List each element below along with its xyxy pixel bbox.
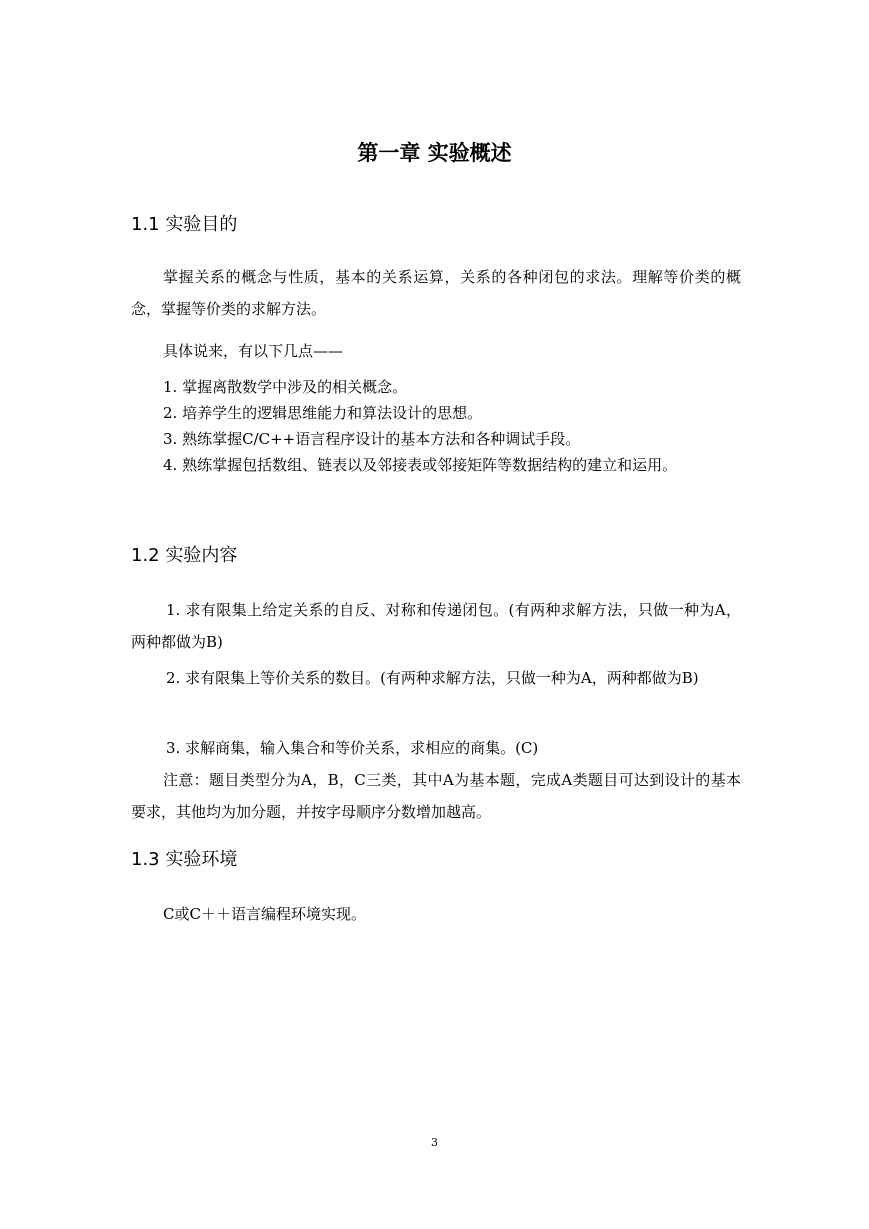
objectives-intro: 掌握关系的概念与性质，基本的关系运算，关系的各种闭包的求法。理解等价类的概念，掌握等价类的求解方法。 [131, 268, 741, 318]
objectives-list [131, 374, 741, 478]
list-item: 1. 掌握离散数学中涉及的相关概念。 [163, 378, 408, 396]
chapter-title: 第一章 实验概述 [357, 141, 512, 165]
section-heading-environment: 1.3 实验环境 [131, 849, 238, 870]
list-item: 2. 培养学生的逻辑思维能力和算法设计的思想。 [163, 404, 483, 422]
section-heading-content: 1.2 实验内容 [131, 545, 238, 566]
task-item: 1. 求有限集上给定关系的自反、对称和传递闭包。(有两种求解方法，只做一种为A，两种都做为B) [131, 601, 741, 651]
list-item: 3. 熟练掌握C/C++语言程序设计的基本方法和各种调试手段。 [163, 430, 581, 448]
page-number: 3 [431, 1136, 438, 1149]
environment-text: C或C＋＋语言编程环境实现。 [163, 905, 366, 923]
task-item: 3. 求解商集，输入集合和等价关系，求相应的商集。(C) [166, 739, 539, 757]
list-item: 4. 熟练掌握包括数组、链表以及邻接表或邻接矩阵等数据结构的建立和运用。 [163, 456, 678, 474]
task-item: 2. 求有限集上等价关系的数目。(有两种求解方法，只做一种为A，两种都做为B) [166, 669, 699, 687]
objectives-lead: 具体说来，有以下几点—— [163, 342, 344, 360]
section-heading-objectives: 1.1 实验目的 [131, 214, 238, 235]
note-paragraph: 注意：题目类型分为A，B，C三类，其中A为基本题，完成A类题目可达到设计的基本要求，其他均为加分题，并按字母顺序分数增加越高。 [131, 771, 741, 821]
